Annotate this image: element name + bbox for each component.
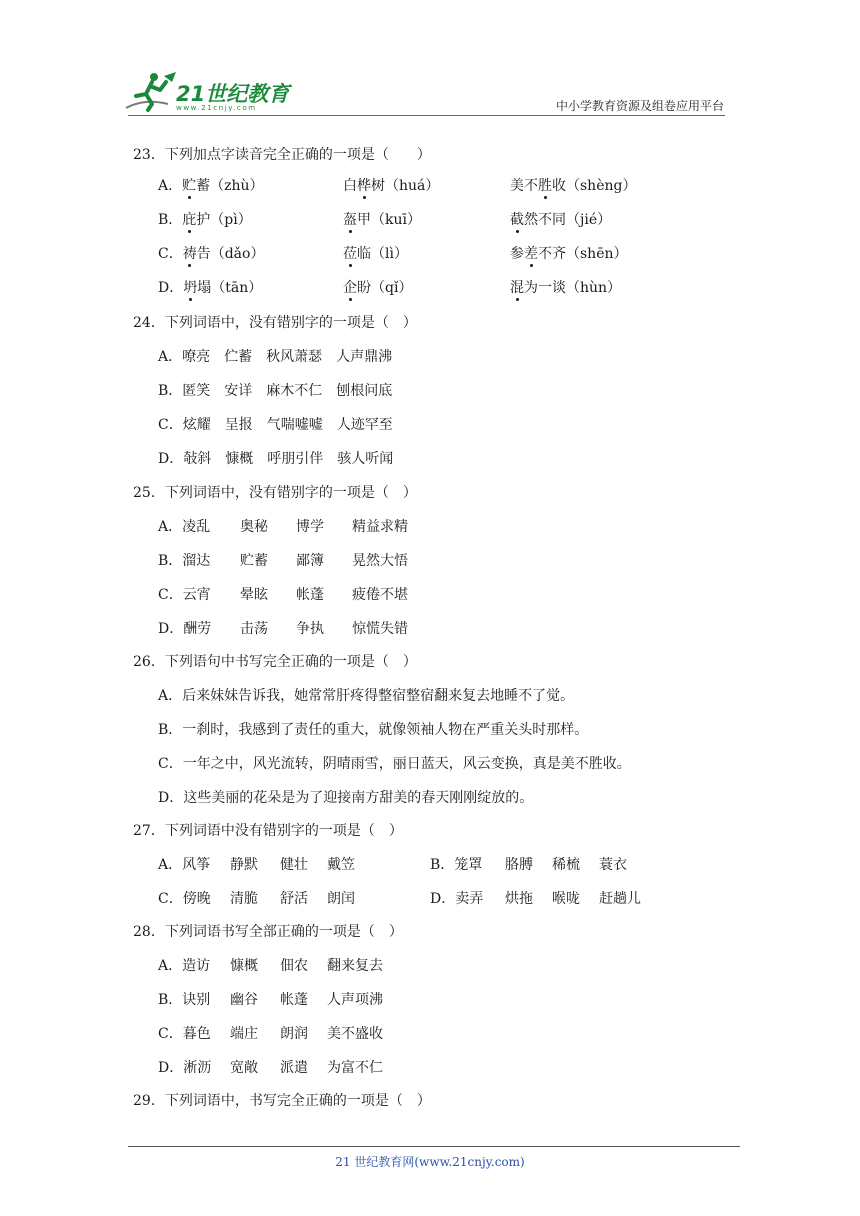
q24-option-c: C．炫耀 呈报 气喘嘘嘘 人迹罕至 <box>158 417 393 433</box>
q25-option-b-4: 晃然大悟 <box>352 553 408 569</box>
q25-option-c-3: 帐蓬 <box>296 587 324 603</box>
q28-d-1: D．淅沥 <box>158 1060 212 1076</box>
q28-c-1: C．暮色 <box>158 1026 211 1042</box>
q27-b-4: 蓑衣 <box>599 857 627 873</box>
q25-option-c-1: C．云宵 <box>158 587 211 603</box>
q27-c-1: C．傍晚 <box>158 891 211 907</box>
q26-option-d: D．这些美丽的花朵是为了迎接南方甜美的春天刚刚绽放的。 <box>158 790 534 806</box>
q28-b-1: B．诀别 <box>158 992 211 1008</box>
q23-option-d1: D．坍塌（tān） <box>158 277 262 297</box>
runner-logo-icon <box>124 68 178 114</box>
q27-a-1: A．风筝 <box>158 857 211 873</box>
q27-a-4: 戴笠 <box>327 857 355 873</box>
q26-option-b: B．一刹时，我感到了责任的重大，就像领袖人物在严重关头时那样。 <box>158 722 589 738</box>
q28-a-4: 翻来复去 <box>327 958 383 974</box>
q27-b-3: 稀梳 <box>552 857 580 873</box>
q26-option-c: C．一年之中，风光流转，阴晴雨雪，丽日蓝天，风云变换，真是美不胜收。 <box>158 756 631 772</box>
q28-c-2: 端庄 <box>230 1026 258 1042</box>
q28-a-2: 慷概 <box>230 958 258 974</box>
q25-option-c-4: 疲倦不堪 <box>352 587 408 603</box>
q27-d-1: D．卖弄 <box>430 891 484 907</box>
q23-option-b1: B．庇护（pì） <box>158 209 252 229</box>
q23-option-a2: 白桦树（huá） <box>343 175 439 195</box>
q25-option-d-3: 争执 <box>296 621 324 637</box>
q25-option-b-2: 贮蓄 <box>240 553 268 569</box>
q28-d-3: 派遣 <box>280 1060 308 1076</box>
question-23-stem: 23．下列加点字读音完全正确的一项是（ ） <box>133 147 431 163</box>
q27-d-2: 烘拖 <box>505 891 533 907</box>
question-26-stem: 26．下列语句中书写完全正确的一项是（ ） <box>133 654 417 670</box>
q28-c-3: 朗润 <box>280 1026 308 1042</box>
q27-a-3: 健壮 <box>280 857 308 873</box>
q25-option-a-3: 博学 <box>296 519 324 535</box>
q28-d-4: 为富不仁 <box>327 1060 383 1076</box>
question-29-stem: 29．下列词语中，书写完全正确的一项是（ ） <box>133 1093 431 1109</box>
q28-c-4: 美不盛收 <box>327 1026 383 1042</box>
q23-option-c1: C．祷告（dǎo） <box>158 243 264 263</box>
q27-d-4: 赶趟儿 <box>599 891 641 907</box>
q25-option-a-4: 精益求精 <box>352 519 408 535</box>
logo-url: www.21cnjy.com <box>176 104 257 112</box>
site-logo[interactable] <box>124 68 294 118</box>
q25-option-c-2: 晕眩 <box>240 587 268 603</box>
q28-b-4: 人声项沸 <box>327 992 383 1008</box>
question-28-stem: 28．下列词语书写全部正确的一项是（ ） <box>133 924 403 940</box>
q27-c-3: 舒活 <box>280 891 308 907</box>
logo-text: 21世纪教育 <box>176 82 290 106</box>
question-24-stem: 24．下列词语中，没有错别字的一项是（ ） <box>133 315 417 331</box>
q28-d-2: 宽敞 <box>230 1060 258 1076</box>
q23-option-b3: 截然不同（jié） <box>510 209 611 229</box>
q24-option-d: D．敧斜 慷概 呼朋引伴 骇人听闻 <box>158 451 394 467</box>
q23-option-c3: 参差不齐（shēn） <box>510 243 628 263</box>
q25-option-d-4: 惊慌失错 <box>352 621 408 637</box>
question-27-stem: 27．下列词语中没有错别字的一项是（ ） <box>133 823 403 839</box>
q26-option-a: A．后来妹妹告诉我，她常常肝疼得整宿整宿翻来复去地睡不了觉。 <box>158 688 575 704</box>
q23-option-d3: 混为一谈（hùn） <box>510 277 621 297</box>
footer-link[interactable]: 21 世纪教育网(www.21cnjy.com) <box>335 1155 525 1169</box>
q23-option-a3: 美不胜收（shèng） <box>510 175 636 195</box>
q27-c-4: 朗闰 <box>327 891 355 907</box>
platform-title: 中小学教育资源及组卷应用平台 <box>555 99 724 113</box>
footer-divider <box>128 1146 740 1147</box>
q23-option-d2: 企盼（qǐ） <box>343 277 412 297</box>
q25-option-b-1: B．溜达 <box>158 553 211 569</box>
q23-option-b2: 盔甲（kuī） <box>343 209 421 229</box>
q28-b-3: 帐蓬 <box>280 992 308 1008</box>
q27-c-2: 清脆 <box>230 891 258 907</box>
q23-option-a1: A．贮蓄（zhù） <box>158 175 264 195</box>
q25-option-a-2: 奥秘 <box>240 519 268 535</box>
q27-b-1: B．笼罩 <box>430 857 483 873</box>
q28-b-2: 幽谷 <box>230 992 258 1008</box>
q25-option-d-2: 击荡 <box>240 621 268 637</box>
q23-option-c2: 莅临（lì） <box>343 243 408 263</box>
q27-b-2: 胳膊 <box>505 857 533 873</box>
q25-option-b-3: 鄙簿 <box>296 553 324 569</box>
q28-a-3: 佃农 <box>280 958 308 974</box>
header-divider <box>128 115 725 116</box>
question-25-stem: 25．下列词语中，没有错别字的一项是（ ） <box>133 485 417 501</box>
q28-a-1: A．造访 <box>158 958 211 974</box>
page-header <box>0 0 860 120</box>
q24-option-b: B．匿笑 安详 麻木不仁 刨根问底 <box>158 383 393 399</box>
q24-option-a: A．嘹亮 伫蓄 秋风萧瑟 人声鼎沸 <box>158 349 393 365</box>
q25-option-a-1: A．凌乱 <box>158 519 211 535</box>
q27-a-2: 静默 <box>230 857 258 873</box>
q25-option-d-1: D．酬劳 <box>158 621 212 637</box>
q27-d-3: 喉咙 <box>552 891 580 907</box>
